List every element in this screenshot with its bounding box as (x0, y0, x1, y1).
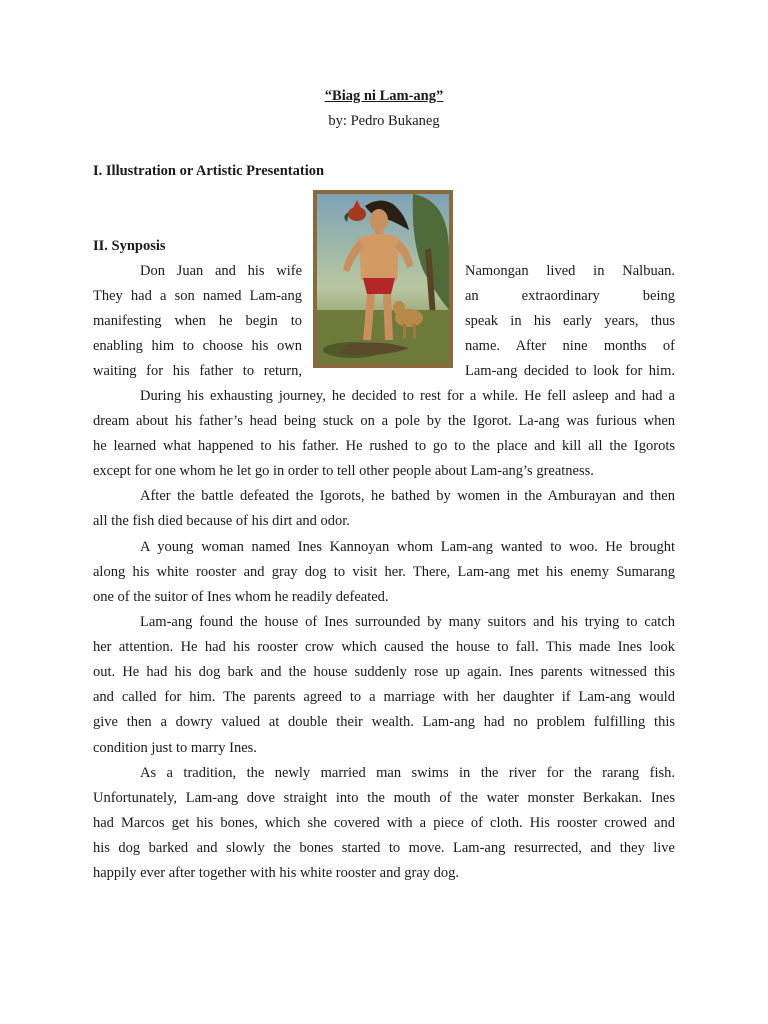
body-line: Lam-ang found the house of Ines surrounded by many suitors and his trying to catch (140, 614, 675, 630)
wrap-left-line: manifesting when he begin to (93, 313, 302, 329)
lam-ang-illustration (313, 190, 453, 368)
body-line: along his white rooster and gray dog to visit her. There, Lam-ang met his enemy Sumarang (93, 564, 675, 580)
body-line: he learned what happened to his father. He rushed to go to the place and kill all the Igorots (93, 438, 675, 454)
body-line: A young woman named Ines Kannoyan whom Lam-ang wanted to woo. He brought (140, 539, 675, 555)
wrap-left-line: enabling him to choose his own (93, 338, 302, 354)
body-line: and called for him. The parents agreed to a marriage with her daughter if Lam-ang would (93, 689, 675, 705)
wrap-right-line: name. After nine months of (465, 338, 675, 354)
section-heading-illustration: I. Illustration or Artistic Presentation (93, 163, 325, 179)
section-heading-synopsis: II. Synposis (93, 238, 166, 254)
body-line: her attention. He had his rooster crow which caused the house to fall. This made Ines look (93, 639, 675, 655)
lam-ang-painting-image (313, 190, 453, 368)
body-line: condition just to marry Ines. (93, 740, 257, 756)
wrap-left-line: They had a son named Lam-ang (93, 288, 302, 304)
wrap-right-line: an extraordinary being (465, 288, 675, 304)
body-line: After the battle defeated the Igorots, he bathed by women in the Amburayan and then (140, 488, 675, 504)
document-author: by: Pedro Bukaneg (328, 113, 440, 129)
body-line: his dog barked and slowly the bones started to move. Lam-ang resurrected, and they live (93, 840, 675, 856)
wrap-left-line: Don Juan and his wife (140, 263, 302, 279)
wrap-right-line: speak in his early years, thus (465, 313, 675, 329)
wrap-right-line: Namongan lived in Nalbuan. (465, 263, 675, 279)
body-line: Unfortunately, Lam-ang dove straight into the mouth of the water monster Berkakan. Ines (93, 790, 675, 806)
body-line: As a tradition, the newly married man swims in the river for the rarang fish. (140, 765, 675, 781)
body-line: give then a dowry valued at double their wealth. Lam-ang had no problem fulfilling this (93, 714, 675, 730)
document-title: “Biag ni Lam-ang” (324, 88, 444, 104)
body-line: happily ever after together with his white rooster and gray dog. (93, 865, 460, 881)
body-line: dream about his father’s head being stuck on a pole by the Igorot. La-ang was furious when (93, 413, 675, 429)
wrap-right-line: Lam-ang decided to look for him. (465, 363, 675, 379)
body-line: During his exhausting journey, he decided to rest for a while. He fell asleep and had a (140, 388, 675, 404)
body-line: had Marcos get his bones, which she covered with a piece of cloth. His rooster crowed and (93, 815, 675, 831)
body-line: one of the suitor of Ines whom he readily defeated. (93, 589, 389, 605)
body-line: all the fish died because of his dirt and odor. (93, 513, 350, 529)
wrap-left-line: waiting for his father to return, (93, 363, 302, 379)
body-line: out. He had his dog bark and the house suddenly rose up again. Ines parents witnessed this (93, 664, 675, 680)
body-line: except for one whom he let go in order to tell other people about Lam-ang’s greatness. (93, 463, 594, 479)
